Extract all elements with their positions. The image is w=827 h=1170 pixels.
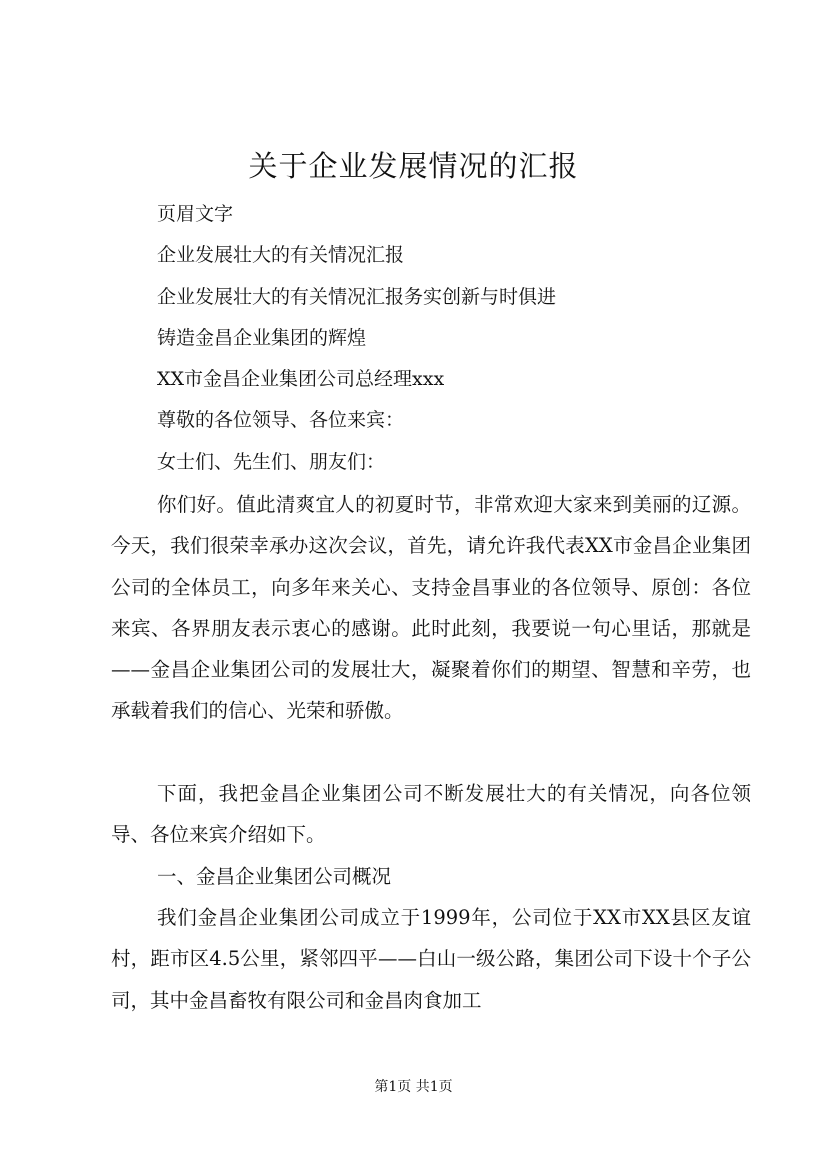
document-title: 关于企业发展情况的汇报 xyxy=(248,149,579,183)
subtitle-line: 铸造金昌企业集团的辉煌 xyxy=(157,327,367,349)
body-paragraph: 下面，我把金昌企业集团公司不断发展壮大的有关情况，向各位领导、各位来宾介绍如下。 xyxy=(111,782,751,847)
salutation-line: 女士们、先生们、朋友们： xyxy=(157,451,386,473)
author-line: XX市金昌企业集团公司总经理xxx xyxy=(157,368,445,390)
subtitle-line: 企业发展壮大的有关情况汇报务实创新与时俱进 xyxy=(157,286,557,308)
body-paragraph: 你们好。值此清爽宜人的初夏时节，非常欢迎大家来到美丽的辽源。今天，我们很荣幸承办这次会议，首先，请允许我代表XX市金昌企业集团公司的全体员工，向多年来关心、支持金昌事业的各位领导、原创：各位来宾、各界朋友表示衷心的感谢。此时此刻，我要说一句心里话，那就是——金昌企业集团公司的发展壮大，凝聚着你们的期望、智慧和辛劳，也承载着我们的信心、光荣和骄傲。 xyxy=(111,493,751,723)
salutation-line: 尊敬的各位领导、各位来宾： xyxy=(157,409,405,431)
subtitle-line: 企业发展壮大的有关情况汇报 xyxy=(157,244,405,266)
page-footer: 第1页 共1页 xyxy=(374,1079,453,1095)
header-text-line: 页眉文字 xyxy=(157,203,234,225)
section-heading: 一、金昌企业集团公司概况 xyxy=(157,865,392,888)
body-paragraph: 我们金昌企业集团公司成立于1999年，公司位于XX市XX县区友谊村，距市区4.5公里，紧邻四平——白山一级公路，集团公司下设十个子公司，其中金昌畜牧有限公司和金昌肉食加工 xyxy=(111,906,751,1012)
